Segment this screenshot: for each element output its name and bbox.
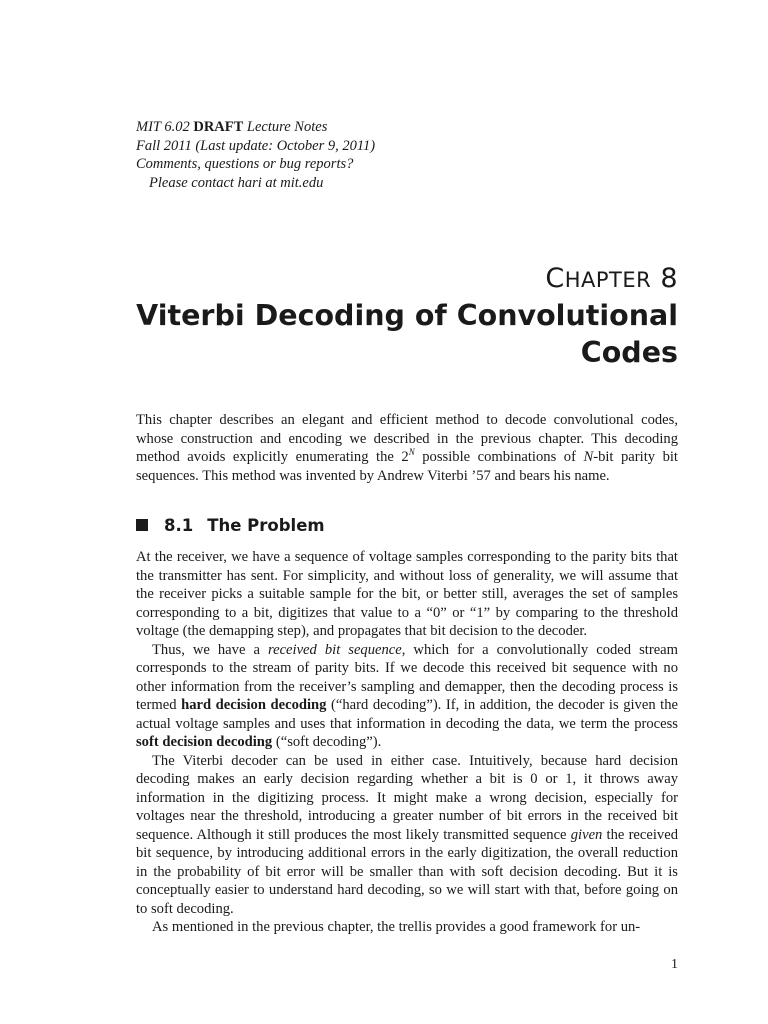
lecture-notes-header [136, 118, 556, 192]
chapter-heading [118, 262, 678, 371]
section-heading [136, 515, 325, 537]
section-number: 8.1 [164, 516, 194, 535]
paragraph-3: The Viterbi decoder can be used in either case. Intuitively, because hard decision decoding makes an early decision regarding whether a bit is 0 or 1, it throws away information in the digitizing process. It might make a wrong decision, especially for voltages near the threshold, introducing a greater number of bit errors in the received bit sequence. Although it still produces the most likely transmitted sequence given the received bit sequence, by introducing additional errors in the early digitization, the overall reduction in the probability of bit error will be smaller than with soft decision decoding. But it is conceptually easier to understand hard decoding, so we will start with that, before going on to soft decoding. [136, 752, 678, 917]
paragraph-1: At the receiver, we have a sequence of voltage samples corresponding to the parity bits that the transmitter has sent. For simplicity, and without loss of generality, we will assume that the receiver picks a suitable sample for the bit, or better still, averages the set of samples corresponding to a bit, digitizes that value to a “0” or “1” by comparing to the threshold voltage (the demapping step), and propagates that bit decision to the decoder. [136, 549, 678, 639]
section-square-icon [136, 519, 148, 531]
intro-paragraph: This chapter describes an elegant and efficient method to decode convolutional codes, whose construction and encoding we described in the previous chapter. This decoding method avoids explicitly enumerating the $2^N$ possible combinations of N-bit parity bit sequences. This method was invented by Andrew Viterbi ’57 and bears his name. [136, 412, 678, 484]
chapter-number: 8 [660, 263, 678, 294]
chapter-label: CHAPTER 8 [545, 263, 678, 294]
chapter-title-line-1: Viterbi Decoding of Convolutional [136, 299, 678, 332]
header-line-4: Please contact hari at mit.edu [149, 174, 324, 191]
paragraph-4: As mentioned in the previous chapter, the trellis provides a good framework for un- [152, 919, 641, 935]
header-line-2: Fall 2011 (Last update: October 9, 2011) [136, 137, 376, 154]
chapter-title-line-2: Codes [580, 336, 678, 369]
page-number: 1 [671, 957, 678, 972]
paragraph-2: Thus, we have a received bit sequence, which for a convolutionally coded stream corresponds to the stream of parity bits. If we decode this received bit sequence with no other information from the receiver’s sampling and demapper, then the decoding process is termed hard decision decoding (“hard decoding”). If, in addition, the decoder is given the actual voltage samples and uses that information in decoding the data, we term the process soft decision decoding (“soft decoding”). [136, 641, 679, 750]
section-title: The Problem [207, 516, 325, 535]
header-line-3: Comments, questions or bug reports? [136, 156, 354, 172]
intro-section [136, 411, 678, 485]
main-section-text [136, 548, 678, 937]
header-line-1: MIT 6.02 DRAFT Lecture Notes [136, 119, 328, 135]
draft-label: DRAFT [193, 119, 244, 135]
